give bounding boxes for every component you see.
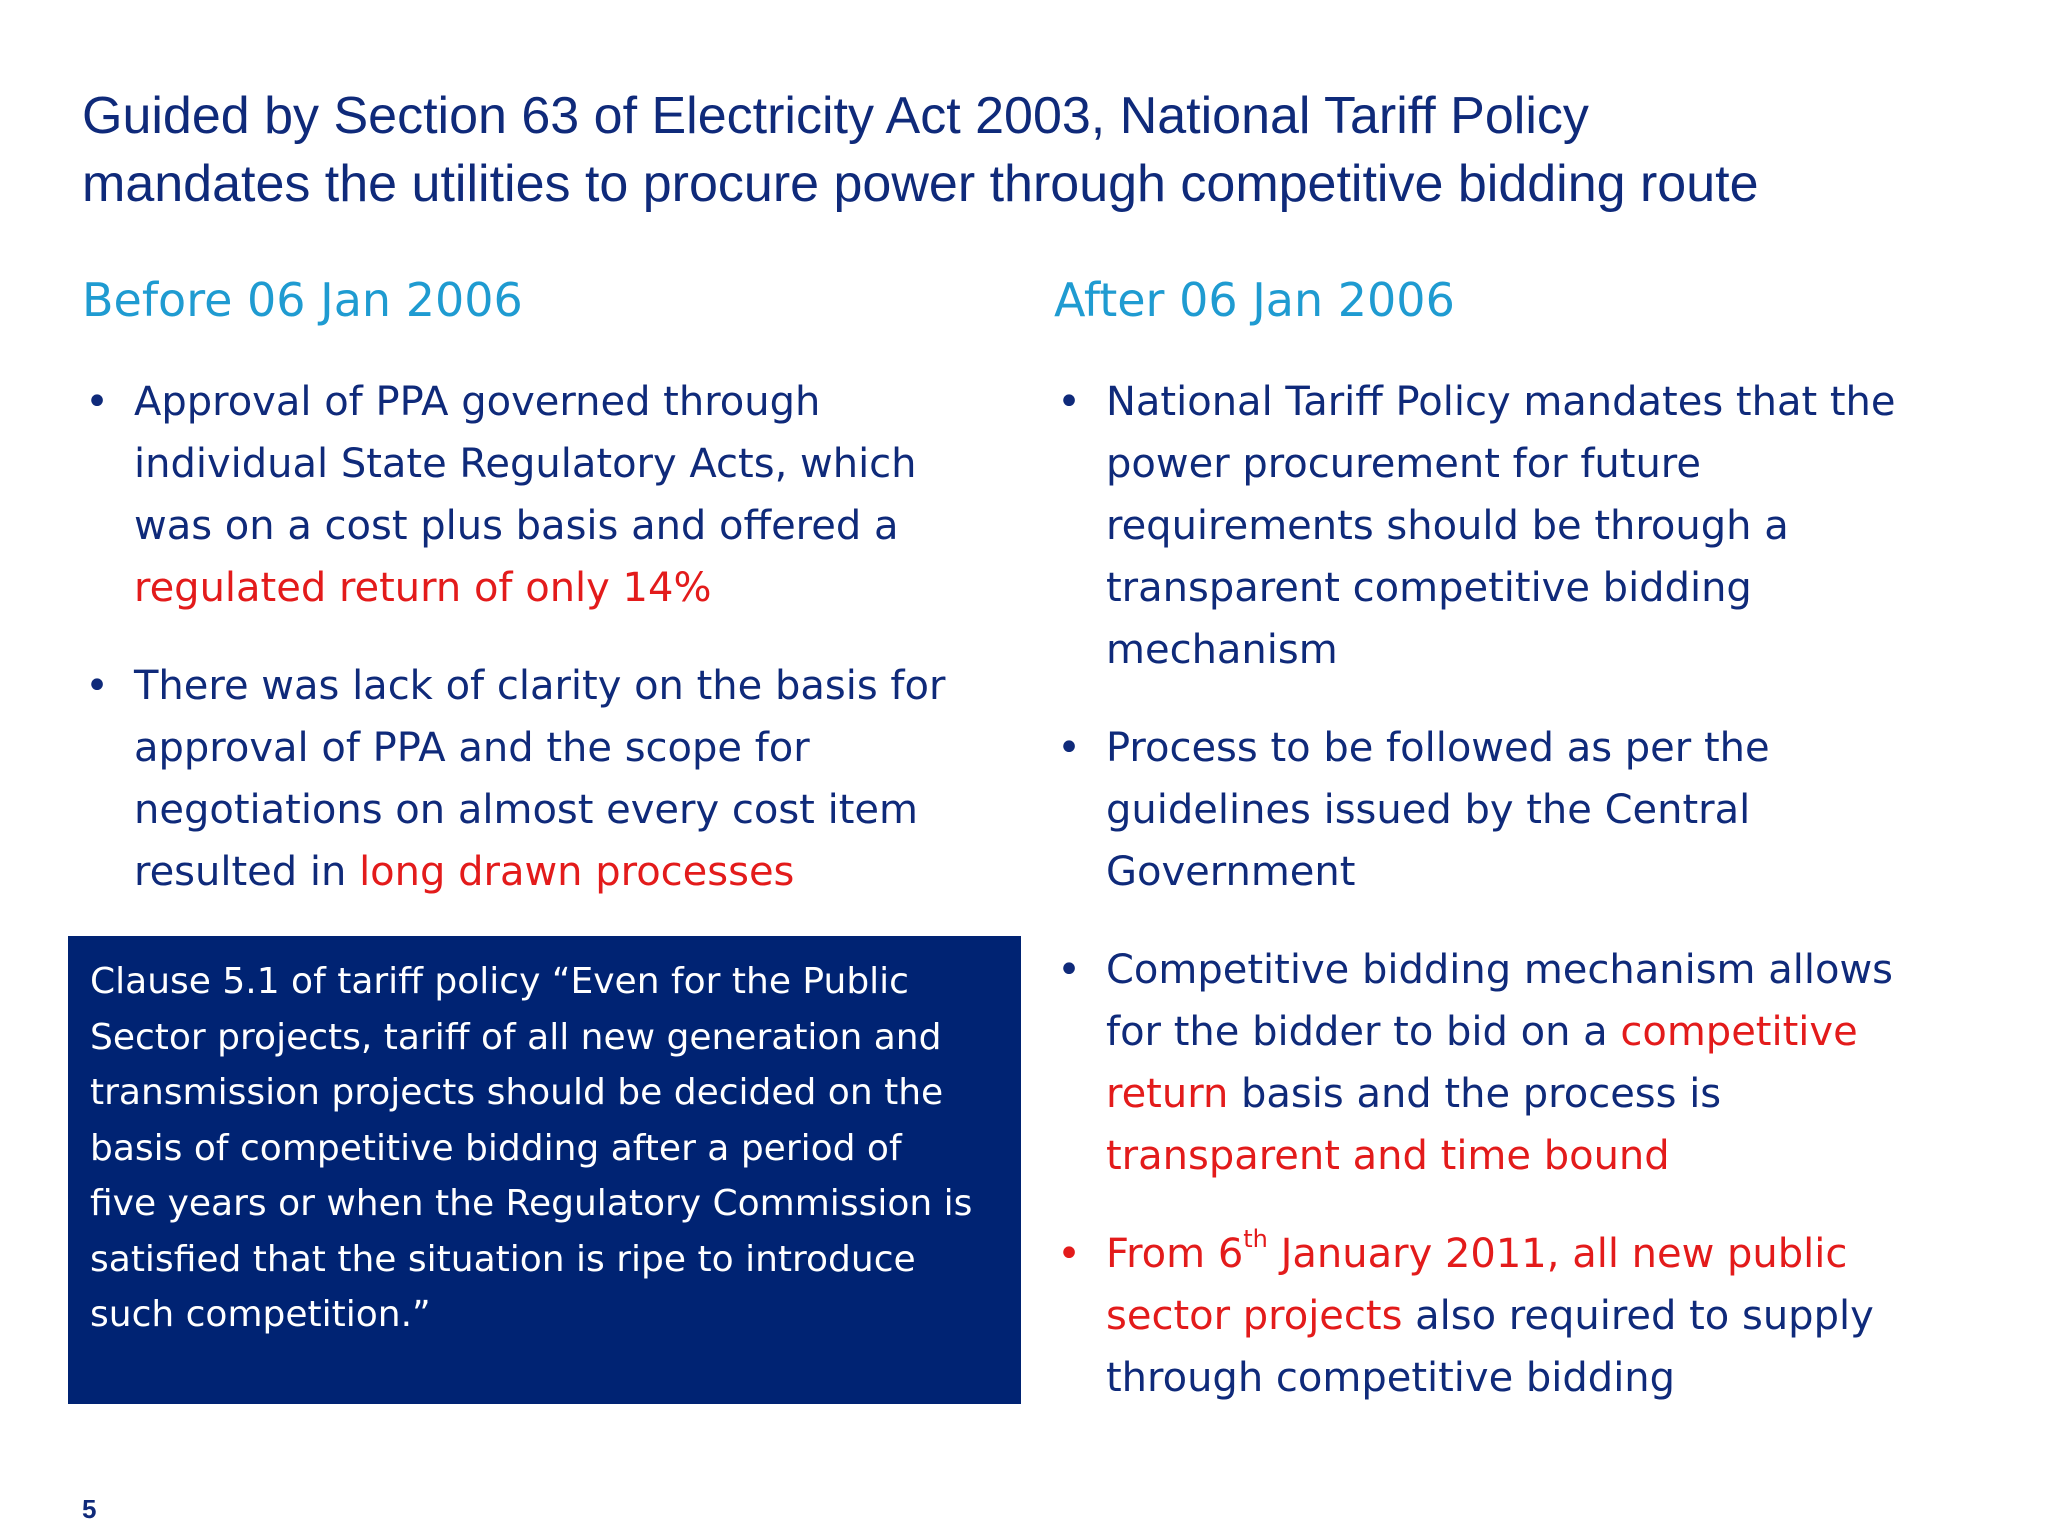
bullet-dot-icon: • (1057, 379, 1081, 425)
text-line: transparent competitive bidding (1106, 565, 1752, 611)
bullet-dot-icon: • (1057, 725, 1081, 771)
bullet-dot-icon: • (85, 663, 109, 709)
heading-after: After 06 Jan 2006 (1054, 273, 1455, 327)
text-line: guidelines issued by the Central (1106, 787, 1751, 833)
heading-before: Before 06 Jan 2006 (82, 273, 523, 327)
slide-title-line-1: Guided by Section 63 of Electricity Act 2003, National Tariff Policy (82, 87, 1589, 145)
slide-title-line-2: mandates the utilities to procure power through competitive bidding route (82, 155, 1759, 213)
highlight-text: sector projects (1106, 1293, 1403, 1339)
before-bullet-1 (82, 371, 1002, 619)
text-line: There was lack of clarity on the basis for (134, 663, 946, 709)
highlight-text: long drawn processes (359, 849, 795, 895)
quote-line: satisfied that the situation is ripe to introduce (90, 1238, 916, 1280)
quote-line: Clause 5.1 of tariff policy “Even for the Public (90, 961, 909, 1002)
text-line: Approval of PPA governed through (134, 379, 821, 425)
text-line (1106, 1001, 2014, 1063)
text-line (1106, 1063, 2014, 1125)
highlight-text: From 6 (1106, 1231, 1244, 1277)
before-bullet-2 (82, 655, 1002, 903)
text-fragment: for the bidder to bid on a (1106, 1009, 1621, 1055)
text-line: was on a cost plus basis and offered a (134, 503, 899, 549)
before-bullet-list (82, 371, 1002, 939)
quote-line: transmission projects should be decided on the (90, 1072, 944, 1113)
tariff-clause-quote (90, 954, 999, 1343)
text-line: Government (1106, 849, 1356, 895)
text-line: Competitive bidding mechanism allows (1106, 947, 1893, 993)
quote-line: five years or when the Regulatory Commission is (90, 1183, 973, 1224)
after-bullet-3 (1054, 939, 2014, 1187)
highlight-text: transparent and time bound (1106, 1133, 1670, 1179)
highlight-text: January 2011, all new public (1267, 1231, 1848, 1277)
after-bullet-1 (1054, 371, 2014, 681)
quote-line: basis of competitive bidding after a period of (90, 1127, 902, 1169)
bullet-dot-icon: • (1057, 947, 1081, 993)
after-bullet-4 (1054, 1223, 2014, 1409)
tariff-clause-quote-box (68, 936, 1021, 1404)
bullet-dot-icon: • (1057, 1231, 1081, 1277)
highlight-text: competitive (1620, 1009, 1858, 1055)
text-line: through competitive bidding (1106, 1355, 1676, 1401)
text-line: negotiations on almost every cost item (134, 787, 918, 833)
text-fragment: resulted in (134, 849, 360, 895)
highlight-text: return (1106, 1071, 1229, 1117)
highlight-text: regulated return of only 14% (134, 565, 712, 611)
text-line: Process to be followed as per the (1106, 725, 1770, 771)
text-line: mechanism (1106, 627, 1338, 673)
text-line (134, 841, 1002, 903)
text-line: individual State Regulatory Acts, which (134, 441, 917, 487)
text-line: requirements should be through a (1106, 503, 1789, 549)
after-bullet-2 (1054, 717, 2014, 903)
quote-line: such competition.” (90, 1294, 431, 1335)
text-line: power procurement for future (1106, 441, 1701, 487)
page-number: 5 (82, 1494, 97, 1524)
text-line (1106, 1285, 2014, 1347)
text-line: approval of PPA and the scope for (134, 725, 810, 771)
slide-title (82, 82, 1982, 218)
text-fragment: also required to supply (1402, 1293, 1874, 1339)
text-line (1106, 1223, 2014, 1285)
ordinal-superscript: th (1243, 1225, 1268, 1253)
text-fragment: basis and the process is (1228, 1071, 1722, 1117)
quote-line: Sector projects, tariff of all new generation and (90, 1016, 942, 1058)
bullet-dot-icon: • (85, 379, 109, 425)
text-line: National Tariff Policy mandates that the (1106, 379, 1896, 425)
after-bullet-list (1054, 371, 2014, 1445)
